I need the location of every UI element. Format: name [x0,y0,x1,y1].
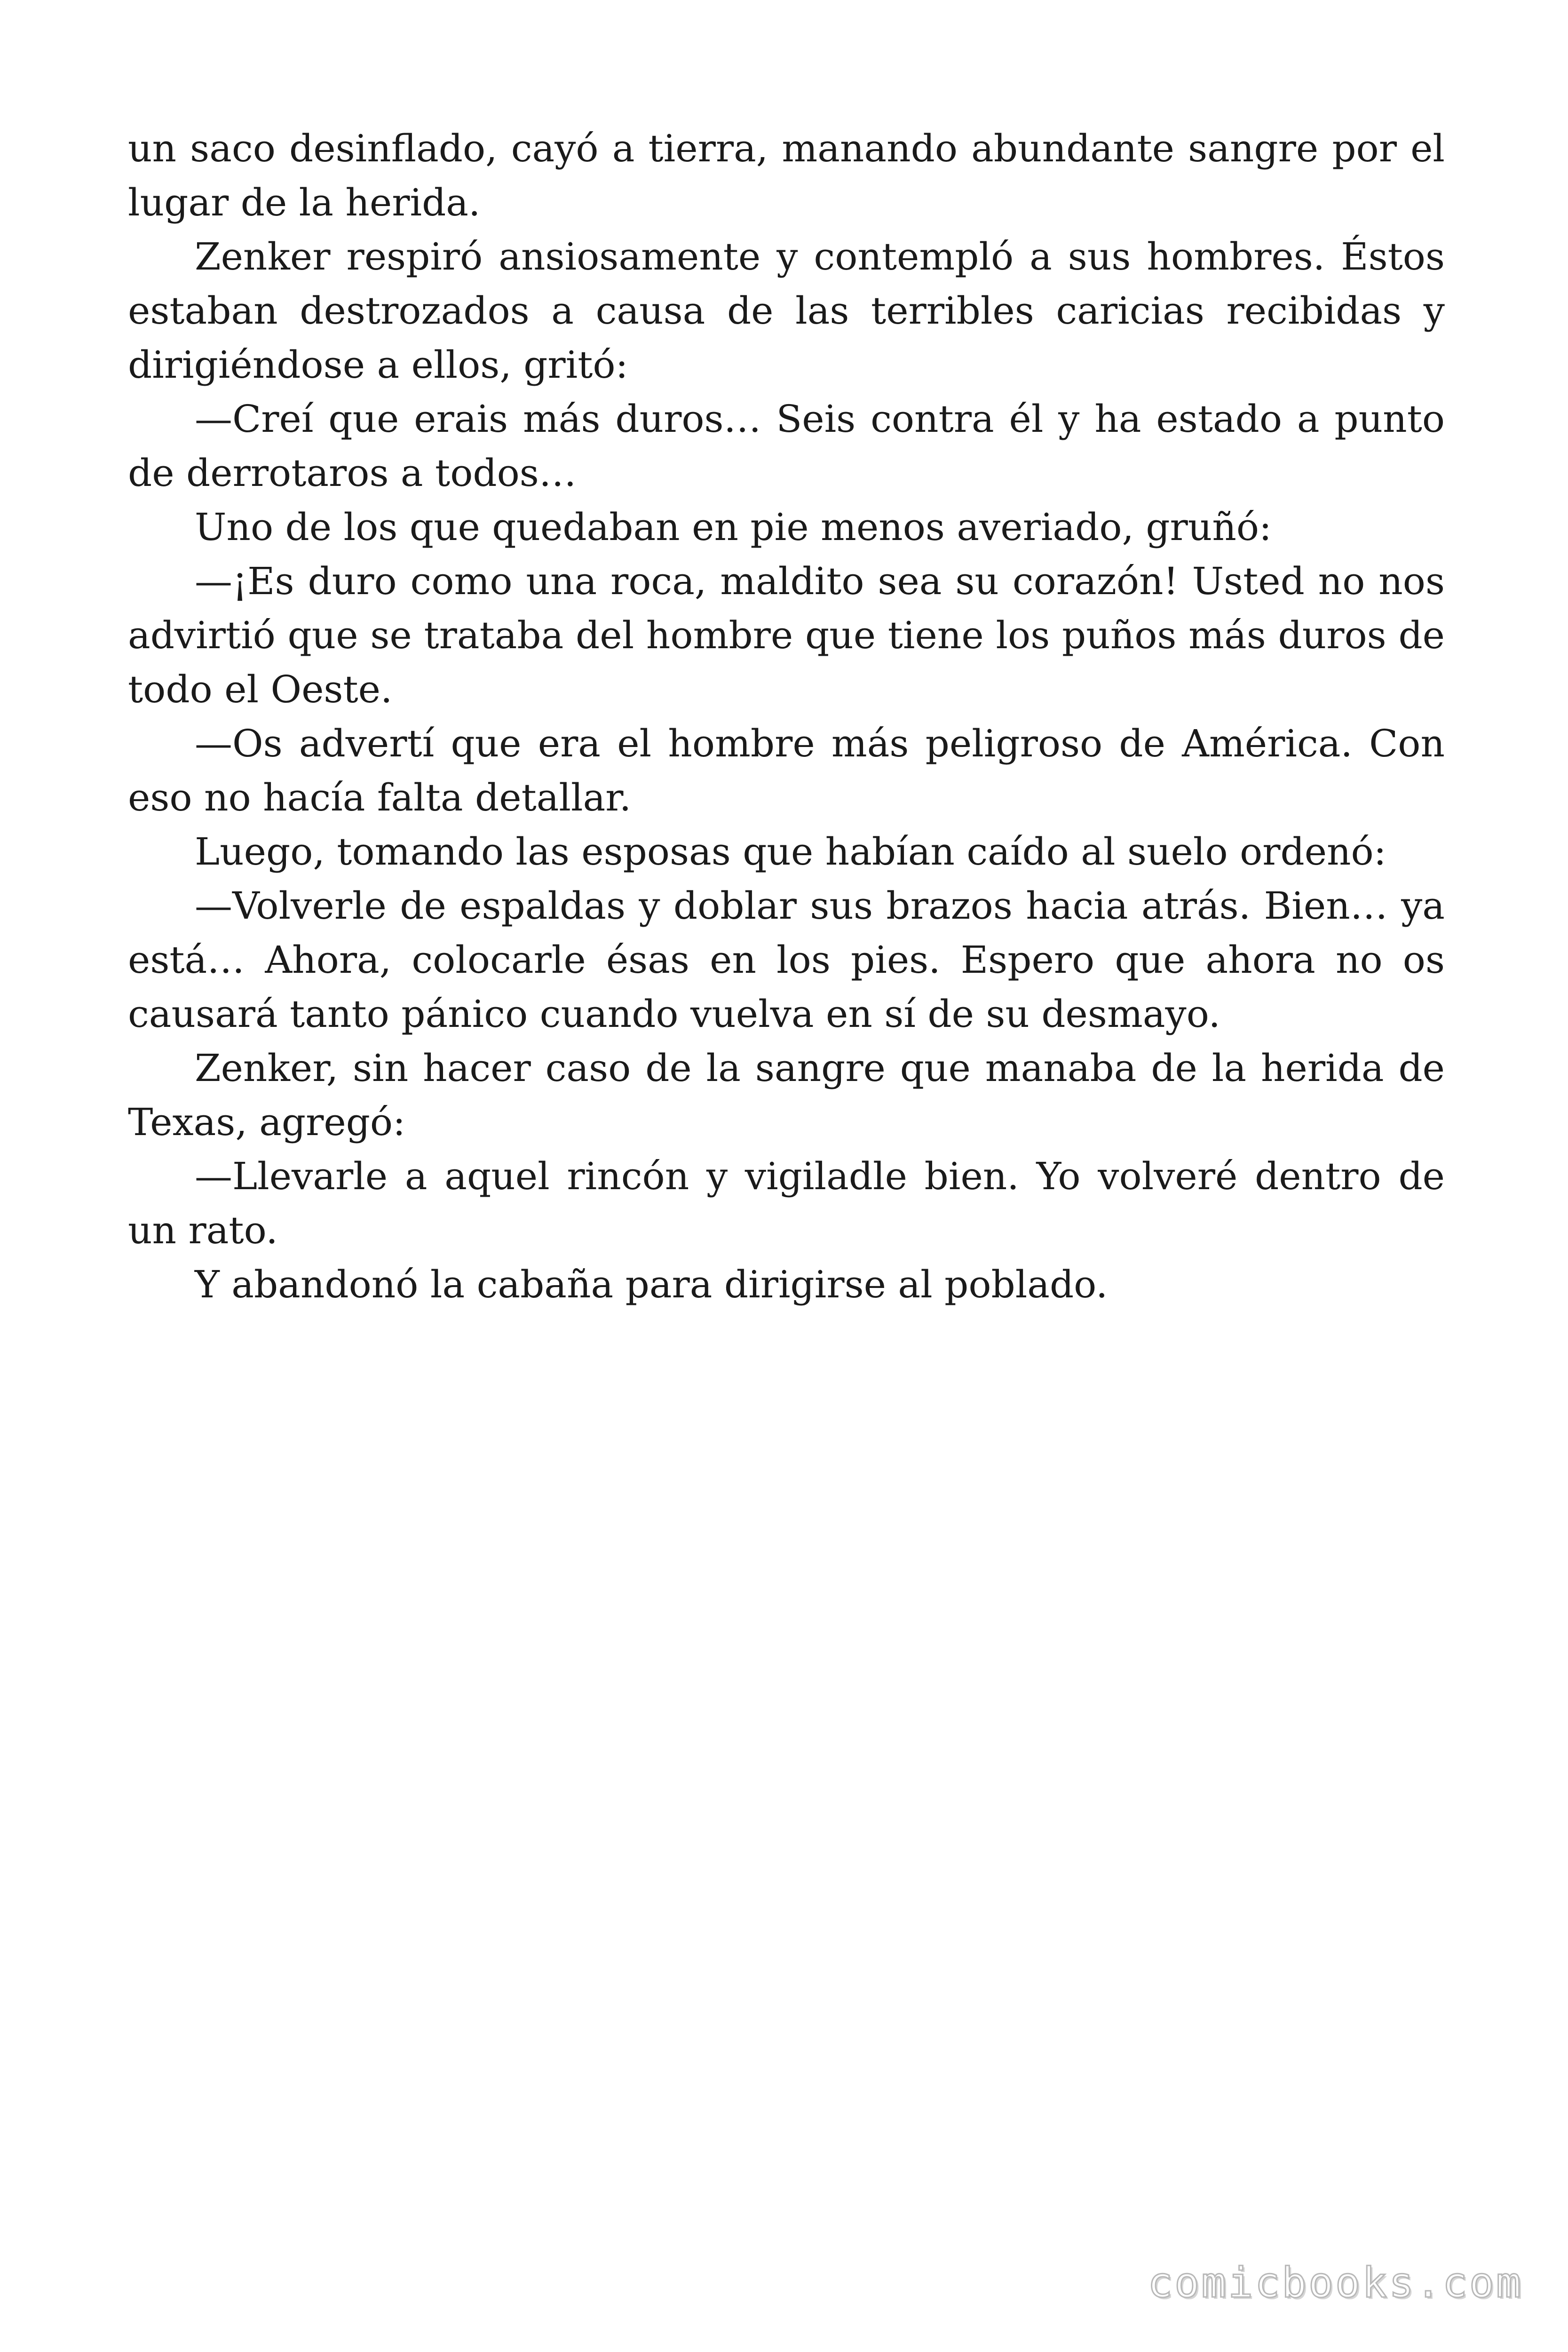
paragraph-4: Uno de los que quedaban en pie menos averiado, gruñó: [195,505,1272,549]
paragraph-1: un saco desinflado, cayó a tierra, manando abundante sangre por el lugar de la herida. [128,127,1445,224]
paragraph-5: —¡Es duro como una roca, maldito sea su corazón! Usted no nos advirtió que se trataba del hombre que tiene los puños más duros de todo el Oeste. [128,559,1445,711]
paragraph-9: Zenker, sin hacer caso de la sangre que manaba de la herida de Texas, agregó: [128,1046,1445,1144]
watermark-logo: comicbooks.com [1148,2258,1523,2307]
body-text [128,121,1445,1311]
paragraph-8: —Volverle de espaldas y doblar sus brazos hacia atrás. Bien… ya está… Ahora, colocarle ésas en los pies. Espero que ahora no os causará tanto pánico cuando vuelva en sí de su desmayo. [128,884,1445,1036]
paragraph-7: Luego, tomando las esposas que habían caído al suelo ordenó: [195,830,1386,874]
paragraph-2: Zenker respiró ansiosamente y contempló a sus hombres. Éstos estaban destrozados a causa de las terribles caricias recibidas y dirigiéndose a ellos, gritó: [128,235,1445,387]
paragraph-3: —Creí que erais más duros… Seis contra él y ha estado a punto de derrotaros a todos… [128,397,1445,495]
paragraph-6: —Os advertí que era el hombre más peligroso de América. Con eso no hacía falta detallar. [128,722,1445,819]
paragraph-10: —Llevarle a aquel rincón y vigiladle bien. Yo volveré dentro de un rato. [128,1154,1445,1252]
paragraph-11: Y abandonó la cabaña para dirigirse al poblado. [195,1263,1108,1306]
